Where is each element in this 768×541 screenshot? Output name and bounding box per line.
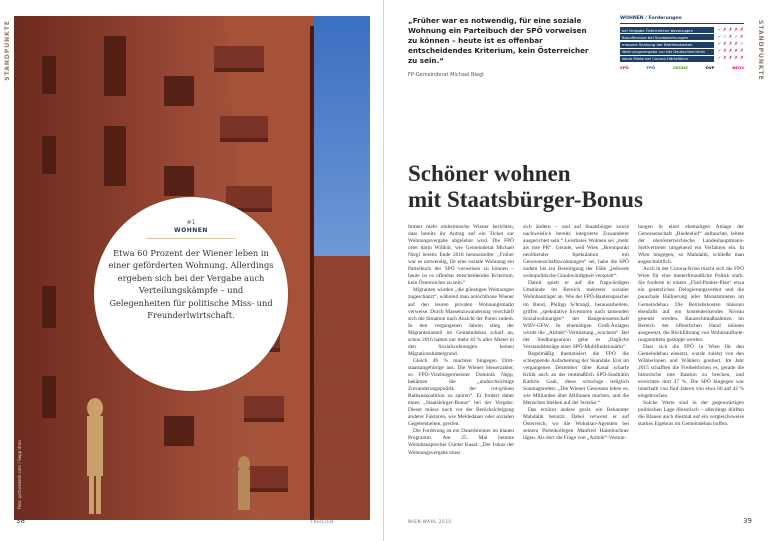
quote-author: FP-Gemeinderat Michael Niegl — [408, 72, 484, 78]
demand-label: Wohnungsvergabe nur bei Deutschkenntnis — [620, 49, 714, 55]
circle-divider — [146, 238, 236, 239]
page-number-left: 38 — [16, 517, 25, 525]
infobox-row — [620, 27, 744, 33]
cross-icon: ✗ — [739, 49, 744, 55]
party-marks — [716, 35, 744, 40]
infobox-row — [620, 34, 744, 40]
demand-label: keine Miete bei Corona-Härtefällen — [620, 56, 714, 62]
circle-text: Etwa 60 Prozent der Wiener leben in einer geförderten Wohnung. Allerdings ergeben sich bei der Vergabe auch Verteilungskämpfe – und Gelegenheiten für politische Miss- und Freunderlwirtschaft. — [108, 248, 274, 321]
cross-icon: ✗ — [739, 34, 744, 40]
party-marks — [716, 49, 744, 54]
demand-label: massive Senkung der Betriebskosten — [620, 42, 714, 48]
party-label: GRÜNE — [672, 65, 688, 71]
check-icon: ✓ — [717, 27, 722, 33]
article-paragraph: Damit spielt er auf die fragwürdigen Umstände im Bereich mehrerer sozialer Wohnbauträger an. Wie der FPÖ-Bautensprecher im Bund, Philipp Schrangl, herausarbeitete, griffen „spekulative Investoren nach tausenden Sozialwohnungen“ der Baugenossenschaft WBV-GFW. In ehemaligen Groß-Anlagen würde die „Airbnb“-Vermietung „wuchern“. Bei der Siedlungsunion gebe es „fragliche Verstandsbezüge einer SPÖ-Multifunktionärin“. — [523, 280, 629, 350]
article-paragraph: sich ändern – und auf Staatsbürger sowie nachweislich bereits integrierte Zuwanderer ausgerichtet sein.“ Leistbares Wohnen sei „mehr als rote PR“. Gerade, weil Wien „Brennpunkt neoliberaler Spekulation mit Genossenschaftswohnungen“ sei, habe die SPÖ zudem bis zur Beseitigung der Fälle „jedwede wohnpolitische Glaubwürdigkeit verspielt“. — [523, 224, 629, 280]
article-paragraph: Die Forderung ist ein Dauerbrenner im blauen Programm. Am 25. Mai betonte Wohnbausprecher Günter Kasal: „Der Fokus der Wohnungsvergabe muss — [408, 428, 514, 456]
demands-infobox — [620, 16, 744, 86]
cross-icon: ✗ — [723, 27, 727, 33]
article-paragraph: Solche Werte sind in der gegenwärtigen politischen Lage illusorisch – allerdings dürften die Blauen auch diesmal auf ein vergleichsweise starkes Ergebnis im Gemeindebau hoffen. — [638, 400, 744, 428]
article-paragraph: Migranten würden „die günstigen Wohnungen zugeschanzt“, während man autochthone Wiener auf den teuren privaten Wohnungsmarkt verweise. Durch Massenzuwanderung verschärft sich die Situation nach Ansicht der Partei zudem. In den vergangenen Jahren stieg der Migrantenanteil im Gemeindebau scharf an, schon 2016 hatten nur mehr 43 % aller Mieter in den Sozialwohnungen keinen Migrationshintergrund. — [408, 287, 514, 357]
article-paragraph: Regelmäßig thematisiert die FPÖ die schleppende Aufarbeitung der Skandale. Erst im vergangenen Dezember übte Kasal scharfe Kritik auch an der mutmaßlich SPÖ-Stadträtin Kathrin Gaál, diese schwinge lediglich Sonntagsreden: „Die Wiener Genossen leben es, wie Milliarden über Millionen machen, und die Menschen bleiben auf der Strecke.“ — [523, 350, 629, 407]
cross-icon: ✗ — [734, 56, 738, 62]
infobox-rows — [620, 27, 744, 62]
cross-icon: ✗ — [734, 42, 738, 48]
footer-magazine: FREILICH — [311, 519, 334, 524]
demand-label: Bauoffensive bei Sozialwohnungen — [620, 34, 714, 40]
infobox-row — [620, 49, 744, 55]
photo-credit: Foto: picturedesk.com / Sepp Uran — [17, 440, 22, 510]
cross-icon: ✗ — [739, 27, 744, 33]
check-icon: ✓ — [717, 56, 722, 62]
article-paragraph: Dass sich die FPÖ in Wien für den Gemeindebau einsetzt, wurde zuletzt von den Wählerinnen und Wählern goutiert. Im Jahr 2015 schafften die Freiheitlichen es, gerade die historische rote Bastion zu brechen, und erreichten dort 47 %. Die SPÖ hingegen war innerhalb von fünf Jahren von etwa 60 auf 42 % eingebrochen. — [638, 343, 744, 400]
article-paragraph: Das erzürnt andere gerät, ein Bekannter Mahdalik benutzt. Dabei verweist er auf Österreich, wo die Wohnbau-Agenden bei seinem Parteikollegen Manfred Haimbuchner lägen. Als dort die Frage von „Airbnb“-Vermie- — [523, 407, 629, 442]
check-icon: ✓ — [717, 34, 722, 40]
party-legend — [620, 65, 744, 70]
party-label: SPÖ — [620, 65, 629, 71]
party-marks — [716, 56, 744, 61]
check-icon: ✓ — [717, 42, 722, 48]
infobox-row — [620, 56, 744, 62]
pull-quote: „Früher war es notwendig, für eine soziale Wohnung ein Parteibuch der SPÖ vorweisen zu können – heute ist es offenbar entscheidendes Kriterium, kein Österreicher zu sein.“ — [408, 16, 589, 65]
cross-icon: ✗ — [728, 49, 733, 55]
check-icon: ✓ — [723, 34, 727, 40]
headline-line-1: Schöner wohnen — [408, 161, 571, 186]
article-paragraph: Immer mehr einheimische Wiener berichten, dass bereits ihr Antrag auf ein Ticket zur Wohnungsvergabe abgelehnt wird. Die FPÖ ortet darin Willkür, wie Gemeinderat Michael Niegl bereits Ende 2018 herausstellte: „Früher war es notwendig, für eine soziale Wohnung ein Parteibuch der SPÖ vorweisen zu können – heute ist es offenbar entscheidendes Kriterium, kein Österreicher zu sein.“ — [408, 224, 514, 287]
check-icon: ✓ — [717, 49, 722, 55]
section-side-label: STANDPUNKTE — [757, 20, 764, 81]
page-number-right: 39 — [743, 517, 752, 525]
party-label: ÖVP — [705, 65, 715, 71]
check-icon: ✓ — [734, 34, 738, 40]
section-side-label: STANDPUNKTE — [4, 20, 11, 81]
infobox-row — [620, 41, 744, 47]
cross-icon: ✗ — [739, 56, 744, 62]
article-paragraph: Gleich 46 % machten hingegen Drittstaatsangehörige aus. Die Wiener Steuerzahler, so FPÖ-Vizebürgermeister Dominik Nepp, bekämen die „undurchsichtige Zuwanderungspolitik der rot-grünen Rathauskoalition zu spüren“. Er fordert daher einen „Staatsbürger-Bonus“ bei der Vergabe. Dieser müsse noch vor der Berücksichtigung anderer Faktoren, wie Meldedauer oder sozialen Gegebenheiten, greifen. — [408, 357, 514, 428]
cross-icon: ✗ — [723, 42, 727, 48]
article-paragraph: Auch in der Corona-Krise macht sich die FPÖ Wien für eine mieterfreundliche Politik stark. Sie forderte in einem „Fünf-Punkte-Plan“ etwa ein gesetzliches Delogierungsverbot und die pauschale Halbierung aller Monatsmieten im Gemeindebau. Die Betriebskosten müssten ebenfalls auf ein kostendeckendes Niveau gesenkt werden. Bauzechtmaßnahmen im Bereich der öffentlichen Hand müssen ausgesetzt, die Rückführung von Wohnbaufinderungsmitteln gestoppt werden. — [638, 266, 744, 343]
cross-icon: ✗ — [728, 42, 733, 48]
article-body — [408, 224, 744, 510]
cross-icon: ✗ — [728, 34, 733, 40]
party-label: NEOS — [732, 65, 744, 71]
cross-icon: ✗ — [728, 56, 733, 62]
demand-label: bei Vergabe Österreicher bevorzugen — [620, 27, 714, 33]
headline-line-2: mit Staatsbürger-Bonus — [408, 187, 643, 212]
cross-icon: ✗ — [723, 56, 727, 62]
footer-issue: WIEN-WAHL 2020 — [408, 519, 452, 524]
info-circle — [94, 197, 288, 391]
cross-icon: ✗ — [734, 49, 738, 55]
article-headline — [408, 161, 738, 213]
party-label: FPÖ — [646, 65, 656, 71]
party-marks — [716, 42, 744, 47]
cross-icon: ✗ — [723, 49, 727, 55]
check-icon: ✓ — [739, 42, 744, 48]
right-page — [384, 0, 768, 541]
article-column-3 — [638, 224, 744, 510]
article-paragraph: tungen in einer ehemaligen Anlage der Genossenschaft „Riedenhof“ auftauchte, leitete der oberösterreichische Landeshauptmann-Stellvertreter umgehend ein Verfahren ein. In Wien hingegen, so Mahdalik, schließe man angeschnittlich. — [638, 224, 744, 266]
cross-icon: ✗ — [728, 27, 733, 33]
topic-number: #1 — [186, 219, 196, 226]
topic-category: WOHNEN — [174, 227, 208, 234]
article-column-2 — [523, 224, 629, 510]
cross-icon: ✗ — [734, 27, 738, 33]
party-marks — [716, 28, 744, 33]
article-column-1 — [408, 224, 514, 510]
infobox-header: WOHNEN / Forderungen — [620, 16, 744, 24]
